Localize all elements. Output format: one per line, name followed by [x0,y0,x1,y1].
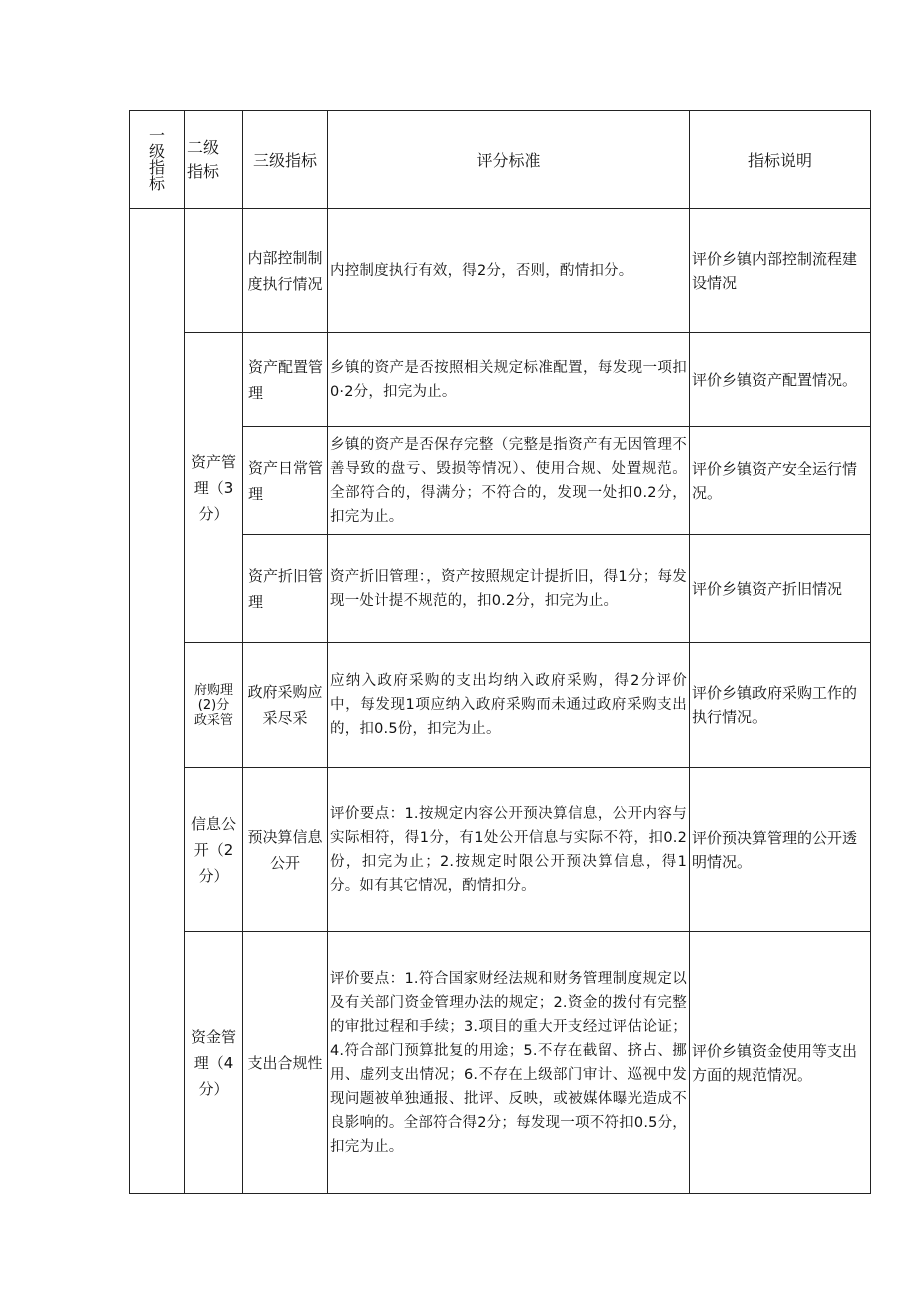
level2-cell: 资金管理（4分） [185,932,243,1194]
header-row [130,111,871,209]
level2-cell: 府购理(2)分政采管 [185,643,243,768]
header-level1: 一级指标 [130,111,185,209]
level3-cell: 资产配置管理 [243,333,328,427]
description-cell: 评价乡镇资产配置情况。 [690,333,871,427]
standard-cell: 内控制度执行有效，得2分，否则，酌情扣分。 [328,209,690,333]
level2-cell: 信息公开（2分） [185,768,243,932]
header-description: 指标说明 [690,111,871,209]
standard-cell: 乡镇的资产是否保存完整（完整是指资产有无因管理不善导致的盘亏、毁损等情况）、使用合规、处置规范。全部符合的，得满分；不符合的，发现一处扣0.2分，扣完为止。 [328,427,690,535]
table-row [130,209,871,333]
description-cell: 评价乡镇资产安全运行情况。 [690,427,871,535]
evaluation-table [129,110,871,1194]
level3-cell: 预决算信息公开 [243,768,328,932]
level3-cell: 支出合规性 [243,932,328,1194]
table-row [130,643,871,768]
standard-cell: 乡镇的资产是否按照相关规定标准配置，每发现一项扣0·2分，扣完为止。 [328,333,690,427]
level3-cell: 资产日常管理 [243,427,328,535]
table-row [130,932,871,1194]
level3-cell: 资产折旧管理 [243,535,328,643]
table-row [130,333,871,427]
table-row [130,768,871,932]
standard-cell: 评价要点：1.按规定内容公开预决算信息，公开内容与实际相符，得1分，有1处公开信息与实际不符，扣0.2份，扣完为止；2.按规定时限公开预决算信息，得1分。如有其它情况，酌情扣分。 [328,768,690,932]
header-level3: 三级指标 [243,111,328,209]
description-cell: 评价乡镇资金使用等支出方面的规范情况。 [690,932,871,1194]
description-cell: 评价乡镇内部控制流程建设情况 [690,209,871,333]
standard-cell: 资产折旧管理：，资产按照规定计提折旧，得1分；每发现一处计提不规范的，扣0.2分，扣完为止。 [328,535,690,643]
header-standard: 评分标准 [328,111,690,209]
header-level2: 二级指标 [185,111,243,209]
level3-cell: 内部控制制度执行情况 [243,209,328,333]
level1-cell [130,209,185,1194]
level2-cell [185,209,243,333]
description-cell: 评价预决算管理的公开透明情况。 [690,768,871,932]
standard-cell: 评价要点：1.符合国家财经法规和财务管理制度规定以及有关部门资金管理办法的规定；2.资金的拨付有完整的审批过程和手续；3.项目的重大开支经过评估论证；4.符合部门预算批复的用途；5.不存在截留、挤占、挪用、虚列支出情况；6.不存在上级部门审计、巡视中发现问题被单独通报、批评、反映，或被媒体曝光造成不良影响的。全部符合得2分；每发现一项不符扣0.5分，扣完为止。 [328,932,690,1194]
level3-cell: 政府采购应采尽采 [243,643,328,768]
standard-cell: 应纳入政府采购的支出均纳入政府采购，得2分评价中，每发现1项应纳入政府采购而未通过政府采购支出的，扣0.5份，扣完为止。 [328,643,690,768]
level2-cell: 资产管理（3分） [185,333,243,643]
description-cell: 评价乡镇资产折旧情况 [690,535,871,643]
description-cell: 评价乡镇政府采购工作的执行情况。 [690,643,871,768]
